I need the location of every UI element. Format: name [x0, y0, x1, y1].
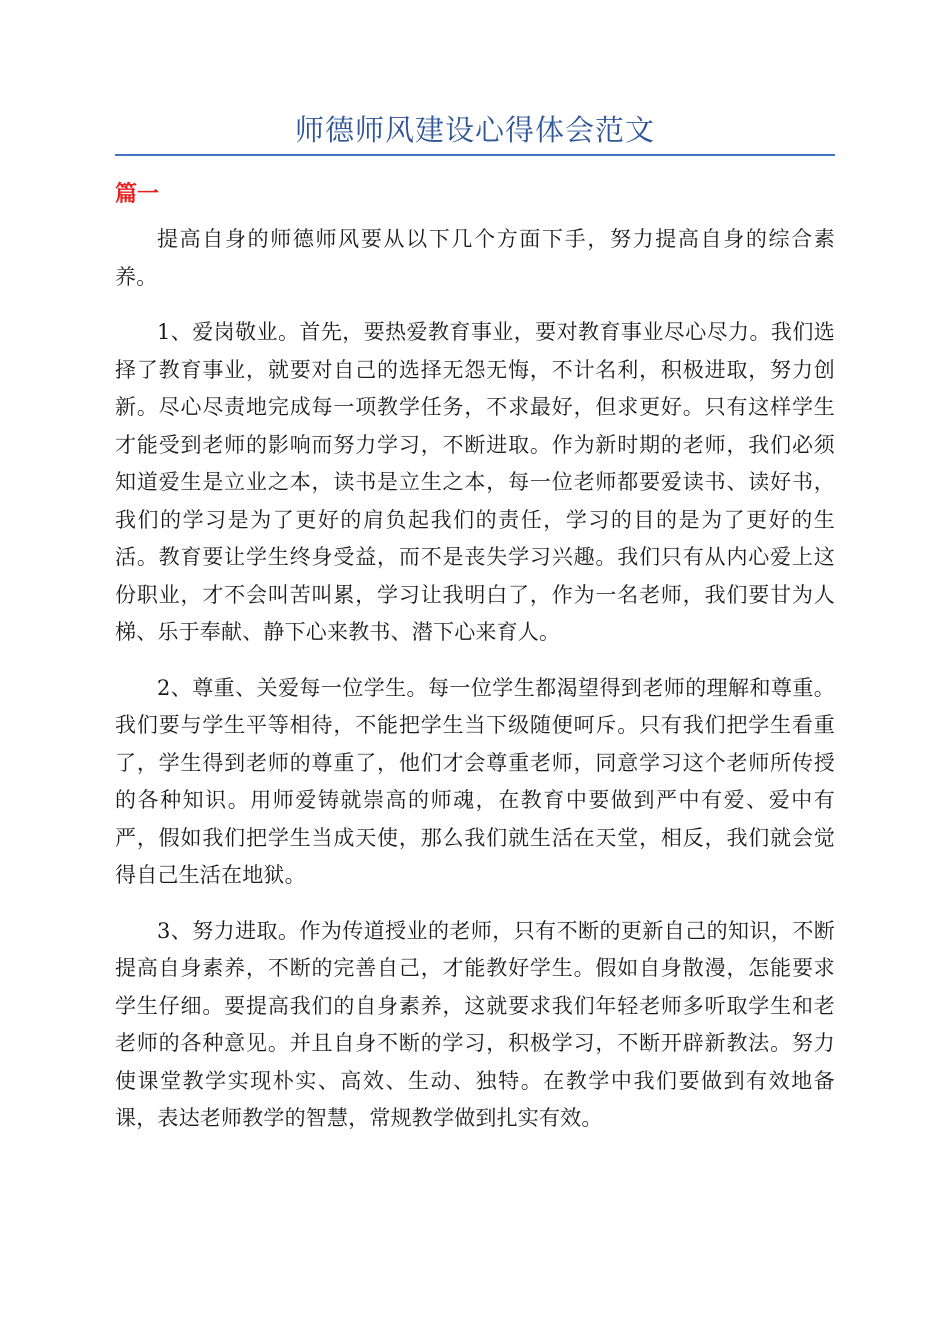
paragraph-strive-progress: 3、努力进取。作为传道授业的老师，只有不断的更新自己的知识，不断提高自身素养，不断的完善自己，才能教好学生。假如自身散漫，怎能要求学生仔细。要提高我们的自身素养，这就要求我们年轻老师多听取学生和老老师的各种意见。并且自身不断的学习，积极学习，不断开辟新教法。努力使课堂教学实现朴实、高效、生动、独特。在教学中我们要做到有效地备课，表达老师教学的智慧，常规教学做到扎实有效。	[115, 918, 835, 1130]
document-body	[115, 221, 835, 1156]
section-heading: 篇一	[115, 182, 160, 207]
title-underline	[115, 154, 835, 156]
paragraph-love-job: 1、爱岗敬业。首先，要热爱教育事业，要对教育事业尽心尽力。我们选择了教育事业，就要对自己的选择无怨无悔，不计名利，积极进取，努力创新。尽心尽责地完成每一项教学任务，不求最好，但求更好。只有这样学生才能受到老师的影响而努力学习，不断进取。作为新时期的老师，我们必须知道爱生是立业之本，读书是立生之本，每一位老师都要爱读书、读好书，我们的学习是为了更好的肩负起我们的责任，学习的目的是为了更好的生活。教育要让学生终身受益，而不是丧失学习兴趣。我们只有从内心爱上这份职业，才不会叫苦叫累，学习让我明白了，作为一名老师，我们要甘为人梯、乐于奉献、静下心来教书、潜下心来育人。	[115, 320, 835, 644]
paragraph-respect-students: 2、尊重、关爱每一位学生。每一位学生都渴望得到老师的理解和尊重。我们要与学生平等相待，不能把学生当下级随便呵斥。只有我们把学生看重了，学生得到老师的尊重了，他们才会尊重老师，同意学习这个老师所传授的各种知识。用师爱铸就崇高的师魂，在教育中要做到严中有爱、爱中有严，假如我们把学生当成天使，那么我们就生活在天堂，相反，我们就会觉得自己生活在地狱。	[115, 675, 835, 887]
document-title: 师德师风建设心得体会范文	[294, 113, 655, 147]
intro-paragraph: 提高自身的师德师风要从以下几个方面下手，努力提高自身的综合素养。	[115, 227, 835, 289]
